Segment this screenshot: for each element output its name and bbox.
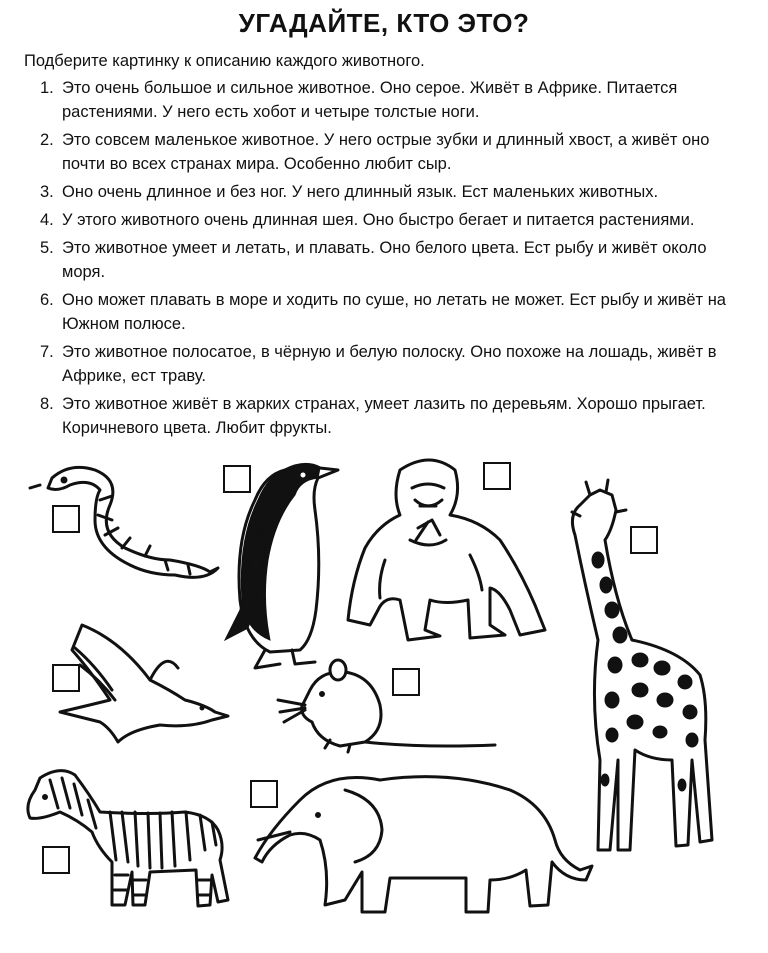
answer-box-penguin[interactable]: [223, 465, 251, 493]
question-item: 4. У этого животного очень длинная шея. Оно быстро бегает и питается растениями.: [40, 211, 695, 229]
instructions: Подберите картинку к описанию каждого животного.: [24, 52, 425, 70]
answer-box-mouse[interactable]: [392, 668, 420, 696]
question-item: 6. Оно может плавать в море и ходить по суше, но летать не может. Ест рыбу и живёт на Южном полюсе.: [40, 291, 726, 333]
question-item: 2. Это совсем маленькое животное. У него острые зубки и длинный хвост, а живёт оно почти во всех странах мира. Особенно любит сыр.: [40, 131, 710, 173]
question-item: 8. Это животное живёт в жарких странах, умеет лазить по деревьям. Хорошо прыгает. Коричневого цвета. Любит фрукты.: [40, 395, 706, 437]
question-item: 7. Это животное полосатое, в чёрную и белую полоску. Оно похоже на лошадь, живёт в Африке, ест траву.: [40, 343, 717, 385]
penguin-icon: [225, 464, 338, 668]
answer-box-elephant[interactable]: [250, 780, 278, 808]
answer-box-gorilla[interactable]: [483, 462, 511, 490]
zebra-icon: [28, 771, 228, 906]
page-title: УГАДАЙТЕ, КТО ЭТО?: [238, 8, 530, 38]
mouse-icon: [278, 660, 495, 752]
question-item: 1. Это очень большое и сильное животное. Оно серое. Живёт в Африке. Питается растениями. У него есть хобот и четыре толстые ноги.: [40, 79, 678, 121]
answer-box-seagull[interactable]: [52, 664, 80, 692]
answer-box-zebra[interactable]: [42, 846, 70, 874]
question-item: 5. Это животное умеет и летать, и плавать. Оно белого цвета. Ест рыбу и живёт около моря.: [40, 239, 707, 281]
elephant-icon: [255, 777, 592, 912]
gorilla-icon: [348, 460, 545, 640]
question-item: 3. Оно очень длинное и без ног. У него длинный язык. Ест маленьких животных.: [40, 183, 659, 201]
answer-box-snake[interactable]: [52, 505, 80, 533]
answer-box-giraffe[interactable]: [630, 526, 658, 554]
seagull-icon: [60, 625, 228, 742]
